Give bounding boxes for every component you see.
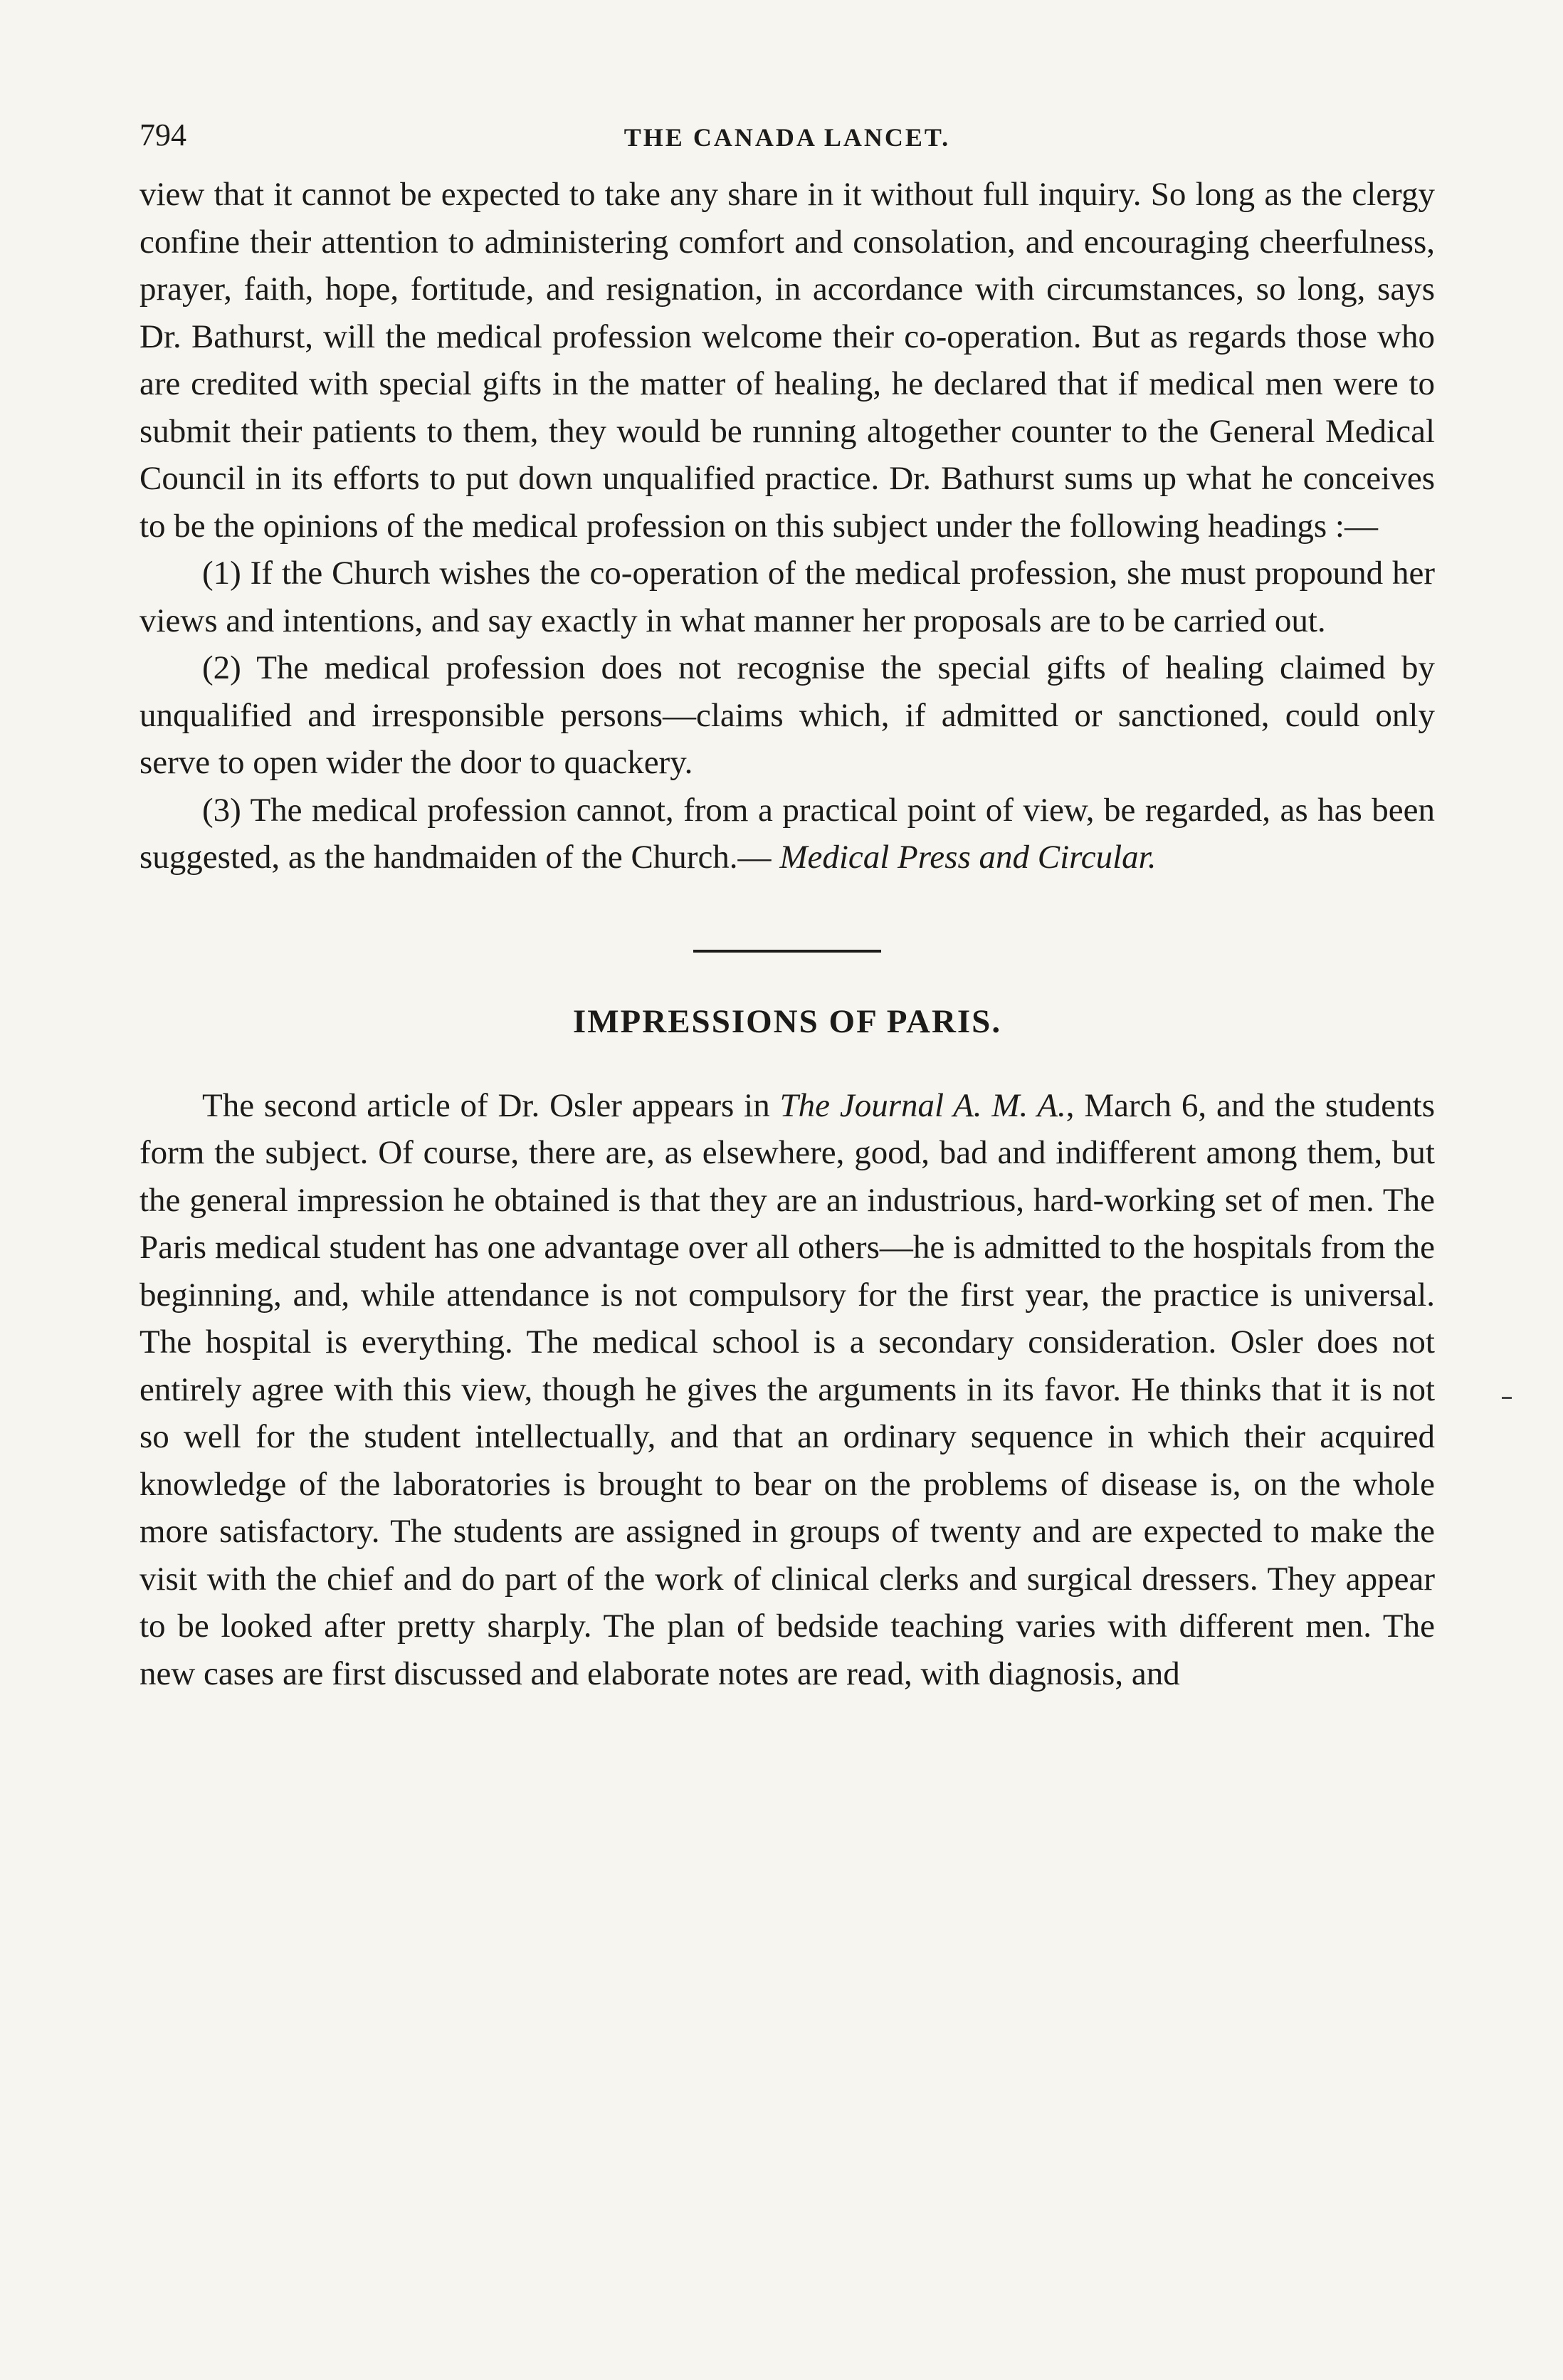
- article-body: [140, 1082, 1435, 1698]
- paragraph: view that it cannot be expected to take any share in it without full inquiry. So long as the clergy confine their attention to administering comfort and consolation, and encouraging cheerfulness, prayer, faith, hope, fortitude, and resignation, in accordance with circumstances, so long, says Dr. Bathurst, will the medical profession welcome their co-operation. But as regards those who are credited with special gifts in the matter of healing, he declared that if medical men were to submit their patients to them, they would be running altogether counter to the General Medical Council in its efforts to put down unqualified practice. Dr. Bathurst sums up what he conceives to be the opinions of the medical profession on this subject under the following headings :—: [140, 176, 1435, 545]
- margin-mark: [1502, 1397, 1512, 1399]
- paragraph-text: , March 6, and the students form the subject. Of course, there are, as elsewhere, good, bad and indifferent among them, but the general impression he obtained is that they are an industrious, hard-working set of men. The Paris medical student has one advantage over all others—he is admitted to the hospitals from the beginning, and, while attendance is not compulsory for the first year, the practice is universal. The hospital is everything. The medical school is a secondary consideration. Osler does not entirely agree with this view, though he gives the arguments in its favor. He thinks that it is not so well for the student intellectually, and that an ordinary sequence in which their acquired knowledge of the laboratories is brought to bear on the problems of disease is, on the whole more satisfactory. The students are assigned in groups of twenty and are expected to make the visit with the chief and do part of the work of clinical clerks and surgical dressers. They appear to be looked after pretty sharply. The plan of bedside teaching varies with different men. The new cases are first discussed and elaborate notes are read, with diagnosis, and: [140, 1086, 1435, 1692]
- paragraph: [140, 1082, 1435, 1698]
- page-number: 794: [140, 117, 186, 152]
- numbered-paragraph-3: [140, 787, 1435, 881]
- paragraph-text: (3) The medical profession cannot, from a practical point of view, be regarded, as has been suggested, as the handmaiden of the Church.—: [140, 791, 1435, 876]
- journal-title: The Journal A. M. A.: [779, 1086, 1066, 1124]
- running-title: THE CANADA LANCET.: [623, 123, 951, 152]
- section-divider: [693, 950, 881, 953]
- numbered-paragraph-2: (2) The medical profession does not recognise the special gifts of healing claimed by unqualified and irresponsible persons—claims which, if admitted or sanctioned, could only serve to open wider the door to quackery.: [140, 649, 1435, 781]
- section-title: IMPRESSIONS OF PARIS.: [572, 1002, 1002, 1040]
- numbered-paragraph-1: (1) If the Church wishes the co-operation of the medical profession, she must propound her views and intentions, and say exactly in what manner her proposals are to be carried out.: [140, 555, 1435, 639]
- citation: Medical Press and Circular.: [779, 839, 1157, 876]
- article-continuation: [140, 171, 1435, 881]
- paragraph-lead: The second article of Dr. Osler appears in: [202, 1086, 780, 1124]
- page: [140, 114, 1435, 1697]
- page-header: [140, 114, 1435, 171]
